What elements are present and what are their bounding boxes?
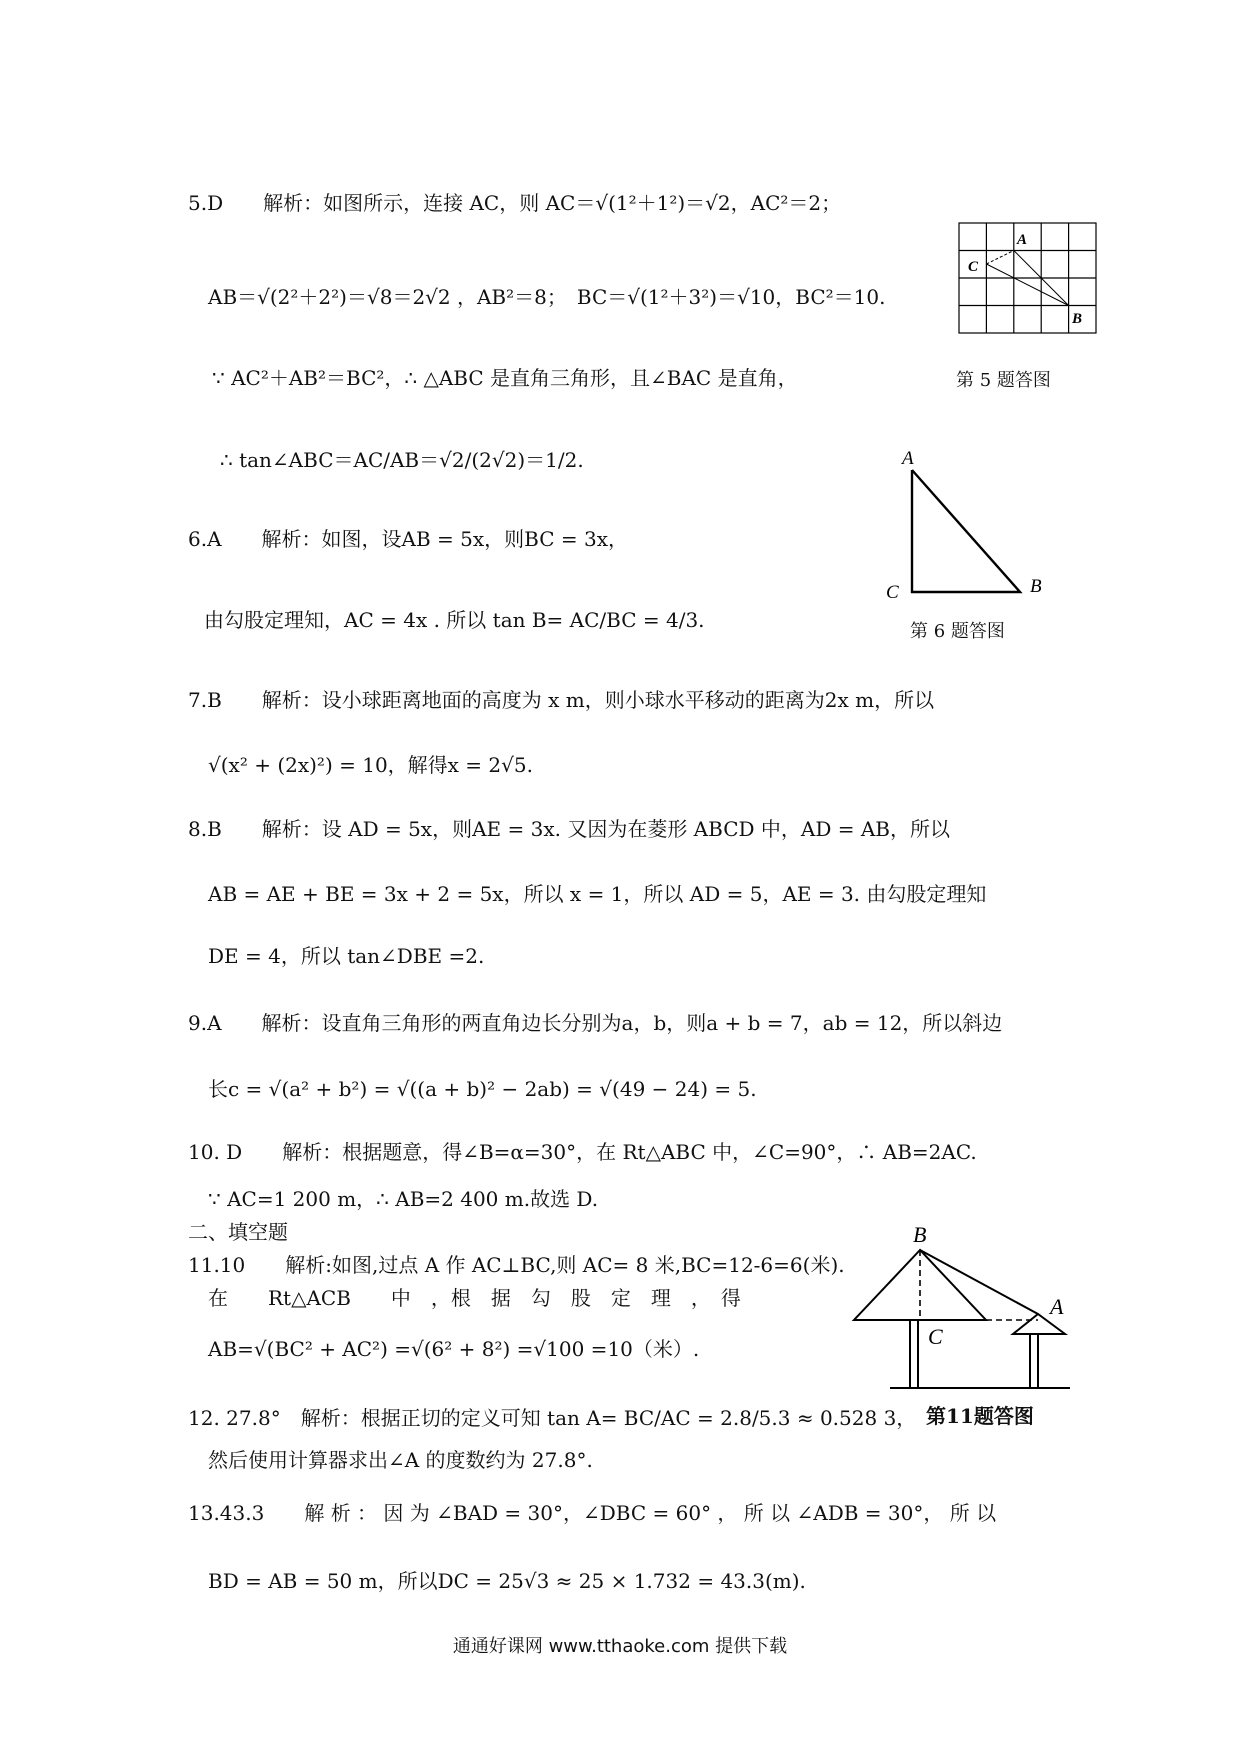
q5-line-1: 5.D 解析：如图所示，连接 AC，则 AC＝√(1²＋1²)＝√2，AC²＝2； <box>188 191 842 215</box>
q6-line-2: 由勾股定理知，AC = 4x . 所以 tan B= AC/BC = 4/3. <box>204 608 705 632</box>
fig6-caption: 第 6 题答图 <box>910 621 1005 642</box>
q11-line-2: 在 Rt△ACB 中 ，根 据 勾 股 定 理 ， 得 <box>208 1286 741 1310</box>
q12-line-2: 然后使用计算器求出∠A 的度数约为 27.8°. <box>208 1448 593 1472</box>
fig5-label-a: A <box>1017 232 1028 248</box>
q6-line-1: 6.A 解析：如图，设AB = 5x，则BC = 3x， <box>188 527 628 551</box>
q5-line-4: ∴ tan∠ABC＝AC/AB＝√2/(2√2)＝1/2. <box>220 448 584 472</box>
fig11-caption: 第11题答图 <box>926 1404 1034 1428</box>
q10-line-1: 10. D 解析：根据题意，得∠B=α=30°，在 Rt△ABC 中，∠C=90°，∴ AB=2AC. <box>188 1140 977 1164</box>
q8-line-1: 8.B 解析：设 AD = 5x，则AE = 3x. 又因为在菱形 ABCD 中，AD = AB，所以 <box>188 817 950 841</box>
fig5-caption: 第 5 题答图 <box>956 370 1051 391</box>
fig11-label-c: C <box>928 1324 943 1349</box>
q13-line-1: 13.43.3 解 析 ： 因 为 ∠BAD = 30°，∠DBC = 60° ， 所 以 ∠ADB = 30°， 所 以 <box>188 1501 997 1525</box>
fig5-segment-ac <box>986 251 1013 265</box>
q11-line-1: 11.10 解析:如图,过点 A 作 AC⊥BC,则 AC= 8 米,BC=12-6=6(米). <box>188 1253 845 1277</box>
q8-line-3: DE = 4，所以 tan∠DBE =2. <box>208 944 485 968</box>
fig5-segment-cb <box>986 264 1068 306</box>
q9-line-2: 长c = √(a² + b²) = √((a + b)² − 2ab) = √(49 − 24) = 5. <box>208 1077 757 1101</box>
fig6-label-b: B <box>1030 576 1042 597</box>
q7-line-2: √(x² + (2x)²) = 10，解得x = 2√5. <box>208 753 533 777</box>
fig11-roof-diagram <box>850 1222 1090 1402</box>
fig6-triangle-diagram <box>880 448 1060 603</box>
q10-line-2: ∵ AC=1 200 m，∴ AB=2 400 m.故选 D. <box>208 1187 599 1211</box>
q5-line-2: AB＝√(2²＋2²)＝√8＝2√2 ，AB²＝8； BC＝√(1²＋3²)＝√10，BC²＝10. <box>208 285 886 309</box>
q9-line-1: 9.A 解析：设直角三角形的两直角边长分别为a，b，则a + b = 7，ab = 12，所以斜边 <box>188 1011 1003 1035</box>
fig6-label-a: A <box>902 448 914 469</box>
fig5-label-b: B <box>1072 311 1083 327</box>
section-title: 二、填空题 <box>188 1220 288 1244</box>
q7-line-1: 7.B 解析：设小球距离地面的高度为 x m，则小球水平移动的距离为2x m，所以 <box>188 688 935 712</box>
page-footer: 通通好课网 www.tthaoke.com 提供下载 <box>452 1636 788 1657</box>
fig5-label-c: C <box>968 259 979 275</box>
q5-line-3: ∵ AC²＋AB²＝BC²，∴ △ABC 是直角三角形，且∠BAC 是直角， <box>212 366 798 390</box>
fig11-label-b: B <box>913 1222 927 1247</box>
q11-line-3: AB=√(BC² + AC²) =√(6² + 8²) =√100 =10（米）. <box>208 1337 700 1361</box>
q13-line-2: BD = AB = 50 m，所以DC = 25√3 ≈ 25 × 1.732 = 43.3(m). <box>208 1569 806 1593</box>
fig11-label-a: A <box>1050 1294 1064 1319</box>
q8-line-2: AB = AE + BE = 3x + 2 = 5x，所以 x = 1，所以 AD = 5，AE = 3. 由勾股定理知 <box>208 882 987 906</box>
fig5-grid-diagram <box>958 222 1098 334</box>
fig6-label-c: C <box>886 582 899 603</box>
q12-line-1: 12. 27.8° 解析：根据正切的定义可知 tan A= BC/AC = 2.8/5.3 ≈ 0.528 3， <box>188 1406 917 1430</box>
